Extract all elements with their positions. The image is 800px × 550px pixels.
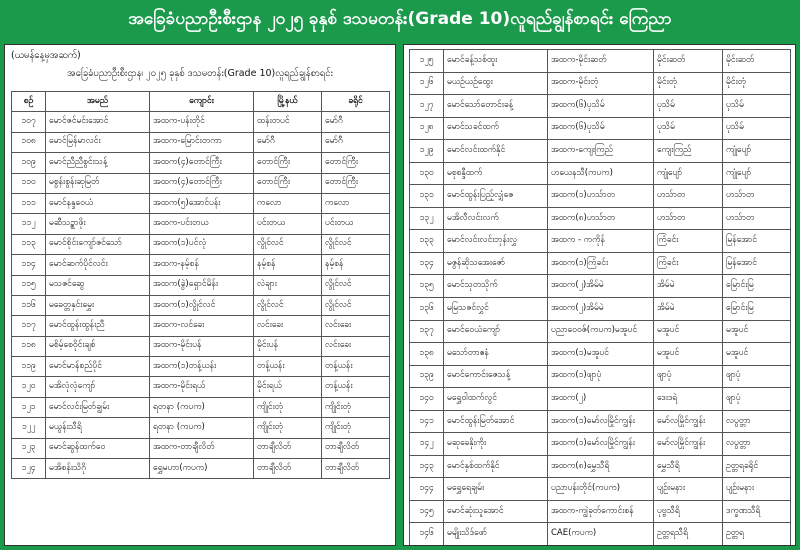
cell-district: တောင်ကြီး: [322, 173, 390, 193]
cell-district: မော်ဂီ: [322, 132, 390, 152]
cell-no: ၁၂၁: [12, 397, 46, 417]
table-row: [12, 357, 390, 377]
cell-no: ၁၂၄: [12, 459, 46, 479]
cell-district: တာချီလိတ်: [322, 459, 390, 479]
cell-township: လွိုင်လင်: [254, 234, 322, 254]
table-row: [410, 252, 791, 275]
cell-township: မအူပင်: [654, 320, 723, 343]
cell-name: မောင်ဆွန်ထက်ဝေ: [46, 438, 150, 458]
cell-name: မမြသဇင်လွှင်: [444, 298, 548, 321]
cell-no: ၁၂၅: [410, 50, 444, 73]
cell-no: ၁၁၂: [12, 214, 46, 234]
table-row: [12, 234, 390, 254]
cell-name: မဇွန်ဆိုသအေးဇော်: [444, 252, 548, 275]
header-district: ခရိုင်: [322, 92, 390, 112]
cell-township: ထန်းတပင်: [254, 112, 322, 132]
cell-district: ပုသိမ်: [723, 95, 791, 118]
table-row: [410, 388, 791, 411]
cell-name: မောင်ထွန်းပြည့်လျှံဇေ: [444, 185, 548, 208]
cell-township: မိုင်းဆတ်: [654, 50, 723, 73]
cell-name: မောင်စိုင်းကျော်ဇင်သော်: [46, 234, 150, 254]
continued-note: (ယမန်နေ့မှအဆက်): [11, 50, 81, 61]
cell-name: မအိလုံလုံကျော်: [46, 377, 150, 397]
cell-no: ၁၄၂: [410, 433, 444, 456]
cell-no: ၁၁၈: [12, 336, 46, 356]
cell-no: ၁၂၃: [12, 438, 46, 458]
cell-school: အထက(၄)တောင်ကြီး: [150, 153, 254, 173]
table-row: [410, 230, 791, 253]
cell-name: မသော်တာဧနံ: [444, 343, 548, 366]
cell-no: ၁၄၅: [410, 500, 444, 523]
cell-school: အထက-မိုင်းရယ်: [150, 377, 254, 397]
cell-name: မစုစန္ဒီထက်: [444, 162, 548, 185]
cell-township: မအူပင်: [654, 343, 723, 366]
table-row: [410, 455, 791, 478]
cell-district: ပျဉ်းမနား: [723, 478, 791, 501]
cell-township: ပျဉ်းမနား: [654, 478, 723, 501]
cell-name: မအိစန်းသိဂို: [46, 459, 150, 479]
right-panel: [403, 44, 796, 546]
cell-name: မောင်ထွန်းမြတ်အောင်: [444, 410, 548, 433]
cell-district: မအူပင်: [723, 343, 791, 366]
cell-district: တန့်ယန်း: [322, 377, 390, 397]
cell-school: အထက(၈)မွှေသီရိ: [548, 455, 654, 478]
cell-district: ကျုံပျော်: [723, 140, 791, 163]
table-row: [12, 316, 390, 336]
cell-district: လပွတ္တာ: [723, 410, 791, 433]
cell-name: မောင်ညီညီစွင်းသန့်: [46, 153, 150, 173]
cell-township: ကျိုင်းတုံ: [254, 418, 322, 438]
cell-township: ပင်းတယ: [254, 214, 322, 234]
cell-no: ၁၄၃: [410, 455, 444, 478]
cell-no: ၁၂၀: [12, 377, 46, 397]
table-row: [12, 193, 390, 213]
cell-district: တန့်ယန်း: [322, 357, 390, 377]
cell-district: တောင်ကြီး: [322, 153, 390, 173]
cell-no: ၁၂၂: [12, 418, 46, 438]
cell-school: အထက(၁)ဖျာပုံ: [548, 365, 654, 388]
cell-no: ၁၁၀: [12, 173, 46, 193]
cell-district: မိုင်းဆတ်: [723, 50, 791, 73]
cell-name: မောင်ကောင်းဇေသန့်: [444, 365, 548, 388]
cell-no: ၁၁၆: [12, 295, 46, 315]
cell-district: မြန်အောင်: [723, 230, 791, 253]
cell-school: အထက(၁)မအူပင်: [548, 343, 654, 366]
cell-no: ၁၃၄: [410, 252, 444, 275]
cell-no: ၁၃၅: [410, 275, 444, 298]
table-row: [410, 523, 791, 546]
cell-district: မြောင်းမြ: [723, 298, 791, 321]
cell-no: ၁၂၆: [410, 72, 444, 95]
cell-school: အထက(၆)ပုသိမ်: [548, 95, 654, 118]
cell-no: ၁၀၉: [12, 153, 46, 173]
cell-no: ၁၁၇: [12, 316, 46, 336]
table-row: [12, 397, 390, 417]
header-no: စဉ်: [12, 92, 46, 112]
results-table-left: [11, 91, 390, 479]
table-row: [410, 140, 791, 163]
cell-no: ၁၃၁: [410, 185, 444, 208]
table-row: [410, 343, 791, 366]
cell-school: အထက(၂)အိမ်မဲ: [548, 298, 654, 321]
header-school: ကျောင်း: [150, 92, 254, 112]
cell-township: တောင်ကြီး: [254, 153, 322, 173]
table-row: [12, 336, 390, 356]
cell-name: မောင်လင်းမြတ်ချွမ်း: [46, 397, 150, 417]
cell-name: မောင်လင်းထက်နိုင်: [444, 140, 548, 163]
table-row: [410, 433, 791, 456]
cell-name: မောင်ဝေယံကျော်: [444, 320, 548, 343]
cell-district: မြောင်းမြ: [723, 275, 791, 298]
cell-school: အထက(ခွဲ)ရှောင်မိန်း: [150, 275, 254, 295]
cell-school: ရတနာ (ကပက): [150, 418, 254, 438]
cell-no: ၁၀၇: [12, 112, 46, 132]
cell-district: နမ့်စန်: [322, 255, 390, 275]
banner-title: အခြေခံပညာဦးစီးဌာန ၂၀၂၅ ခုနှစ် ဒသမတန်း(Grade 10)လူရည်ချွန်စာရင်း ကြေညာ: [128, 8, 672, 29]
cell-school: အထက-မိုင်းဆတ်: [548, 50, 654, 73]
cell-township: ကြံခင်း: [654, 252, 723, 275]
cell-school: အထက-မိုင်းတုံ: [548, 72, 654, 95]
table-header-row: [12, 92, 390, 112]
cell-no: ၁၄၀: [410, 388, 444, 411]
cell-name: မောင်ခန့်သစ်ထူး: [444, 50, 548, 73]
cell-no: ၁၃၃: [410, 230, 444, 253]
cell-district: ကလော: [322, 193, 390, 213]
cell-township: အိမ်မဲ: [654, 275, 723, 298]
cell-name: မောင်မာန်စည်ပိုင်: [46, 357, 150, 377]
cell-school: အထက-ကျွဲခုတ်ကောင်းစန်: [548, 500, 654, 523]
cell-no: ၁၂၉: [410, 140, 444, 163]
cell-school: အထက-တာချီလိတ်: [150, 438, 254, 458]
cell-no: ၁၀၈: [12, 132, 46, 152]
cell-school: အထက(၁)ဟသ်ာတ: [548, 185, 654, 208]
cell-township: မော်လမြိုင်ကျွန်း: [654, 433, 723, 456]
cell-school: အထက(၂)အိမ်မဲ: [548, 275, 654, 298]
cell-township: မော်ဂီ: [254, 132, 322, 152]
cell-township: ကျုံပျော်: [654, 162, 723, 185]
cell-school: အထက-ပန်းတိုင်: [150, 112, 254, 132]
cell-school: အထက(၁)တန့်ယန်း: [150, 357, 254, 377]
cell-district: မိုင်းတုံ: [723, 72, 791, 95]
cell-school: အထက(၁)လွိုင်လင်: [150, 295, 254, 315]
cell-no: ၁၃၂: [410, 207, 444, 230]
table-row: [410, 185, 791, 208]
cell-name: မောင်ဇင်မင်းအောင်: [46, 112, 150, 132]
cell-district: လပွတ္တာ: [723, 433, 791, 456]
cell-township: ပုသိမ်: [654, 117, 723, 140]
cell-township: တာချီလိတ်: [254, 438, 322, 458]
cell-name: မောင်ဆက်ပိုင်လင်း: [46, 255, 150, 275]
table-row: [410, 298, 791, 321]
cell-name: မရွှေဝါထက်လွင်: [444, 388, 548, 411]
cell-township: ကျိုင်းတုံ: [254, 397, 322, 417]
table-row: [12, 153, 390, 173]
cell-district: ဟသ်ာတ: [723, 185, 791, 208]
cell-name: မောင်ဆုံးသူအောင်: [444, 500, 548, 523]
cell-no: ၁၂၈: [410, 117, 444, 140]
header-name: အမည်: [46, 92, 150, 112]
cell-name: မစွန်းစွန်းဆုမြတ်: [46, 173, 150, 193]
table-row: [12, 418, 390, 438]
cell-school: အထက(၁)ကြံခင်း: [548, 252, 654, 275]
cell-school: အထက-ကျေးကြည်: [548, 140, 654, 163]
left-panel: [4, 44, 396, 546]
cell-district: ပင်းတယ: [322, 214, 390, 234]
cell-no: ၁၄၄: [410, 478, 444, 501]
cell-name: မအိလီလင်းလက်: [444, 207, 548, 230]
cell-township: ဥတ္တရသီရိ: [654, 523, 723, 546]
cell-district: ဖျာပုံ: [723, 365, 791, 388]
cell-township: ကလော: [254, 193, 322, 213]
cell-district: ဟသ်ာတ: [723, 207, 791, 230]
cell-township: ဖျာပုံ: [654, 365, 723, 388]
cell-district: မအူပင်: [723, 320, 791, 343]
cell-district: ကျိုင်းတုံ: [322, 418, 390, 438]
cell-name: မောင်သော်တောင်းခန့်: [444, 95, 548, 118]
cell-township: လဲချား: [254, 275, 322, 295]
cell-district: ဒက္ခဏသီရိ: [723, 500, 791, 523]
cell-school: အထက(၅)အောင်ပန်း: [150, 193, 254, 213]
cell-township: ဟသ်ာတ: [654, 185, 723, 208]
cell-district: လွိုင်လင်: [322, 275, 390, 295]
cell-name: မောင်ထွန်းထွန်းညီ: [46, 316, 150, 336]
cell-district: ပုသိမ်: [723, 117, 791, 140]
cell-township: တာချီလိတ်: [254, 459, 322, 479]
cell-no: ၁၁၁: [12, 193, 46, 213]
cell-name: မရွှေရေချမ်း: [444, 478, 548, 501]
header-township: မြို့နယ်: [254, 92, 322, 112]
table-row: [410, 500, 791, 523]
cell-school: အထက(၄)တောင်ကြီး: [150, 173, 254, 193]
cell-township: တောင်ကြီး: [254, 173, 322, 193]
cell-district: ဥတ္တရ: [723, 523, 791, 546]
cell-school: ဟယေနသီ(ကပက): [548, 162, 654, 185]
cell-township: နမ့်စန်: [254, 255, 322, 275]
cell-school: CAE(ကပက): [548, 523, 654, 546]
cell-school: အထက-မိုင်းပန်: [150, 336, 254, 356]
cell-no: ၁၄၁: [410, 410, 444, 433]
cell-school: ပညာပန်းတိုင်(ကပက): [548, 478, 654, 501]
cell-township: မော်လမြိုင်ကျွန်း: [654, 410, 723, 433]
cell-district: လင်းခေး: [322, 336, 390, 356]
cell-township: ဟသ်ာတ: [654, 207, 723, 230]
cell-school: အထက(၈)ဟသ်ာတ: [548, 207, 654, 230]
cell-township: မိုင်းရယ်: [254, 377, 322, 397]
table-row: [410, 275, 791, 298]
table-row: [410, 50, 791, 73]
table-row: [12, 112, 390, 132]
table-row: [12, 295, 390, 315]
cell-district: လွိုင်လင်: [322, 295, 390, 315]
table-row: [12, 275, 390, 295]
table-row: [12, 255, 390, 275]
cell-no: ၁၁၃: [12, 234, 46, 254]
cell-no: ၁၃၇: [410, 320, 444, 343]
cell-school: အထက(၁)ပင်လုံ: [150, 234, 254, 254]
table-row: [12, 132, 390, 152]
cell-township: မိုင်းတုံ: [654, 72, 723, 95]
cell-name: မဆီသဉ္စာဖိုး: [46, 214, 150, 234]
cell-no: ၁၃၀: [410, 162, 444, 185]
cell-no: ၁၁၅: [12, 275, 46, 295]
cell-township: တန့်ယန်း: [254, 357, 322, 377]
cell-name: မောင်လင်းလင်းဘုန်းလွှ: [444, 230, 548, 253]
cell-school: အထက-နမ့်စန်: [150, 255, 254, 275]
table-row: [12, 459, 390, 479]
cell-school: အထက(၆)ပုသိမ်: [548, 117, 654, 140]
table-row: [410, 162, 791, 185]
cell-township: ပုသိမ်: [654, 95, 723, 118]
cell-name: မခေတ္တနှင်းမွှေး: [46, 295, 150, 315]
cell-school: ပညာဝေဝဇ်(ကပက)မအူပင်: [548, 320, 654, 343]
table-row: [12, 377, 390, 397]
cell-no: ၁၄၆: [410, 523, 444, 546]
cell-school: ရတနာ (ကပက): [150, 397, 254, 417]
cell-township: ကြံခင်း: [654, 230, 723, 253]
cell-school: အထက - ကကိုန်: [548, 230, 654, 253]
cell-no: ၁၃၈: [410, 343, 444, 366]
cell-district: လွိုင်လင်: [322, 234, 390, 254]
cell-district: မြန်အောင်: [723, 252, 791, 275]
table-row: [12, 214, 390, 234]
cell-township: ပုဗ္ဗသီရိ: [654, 500, 723, 523]
table-row: [410, 72, 791, 95]
cell-district: လင်းခေး: [322, 316, 390, 336]
results-table-right: [409, 49, 791, 546]
cell-district: ဖျာပုံ: [723, 388, 791, 411]
cell-no: ၁၁၄: [12, 255, 46, 275]
cell-township: မိုင်းပန်: [254, 336, 322, 356]
cell-school: အထက-မြောင်းတကာ: [150, 132, 254, 152]
table-row: [12, 173, 390, 193]
cell-no: ၁၃၉: [410, 365, 444, 388]
table-row: [410, 365, 791, 388]
cell-name: မမျိုးသိဒ်ဖော်: [444, 523, 548, 546]
table-row: [410, 320, 791, 343]
announcement-banner: [0, 0, 800, 40]
cell-school: ရွှေမဟာ(ကပက): [150, 459, 254, 479]
cell-school: အထက-လင်ခေး: [150, 316, 254, 336]
cell-township: အိမ်မဲ: [654, 298, 723, 321]
cell-district: ကျုံပျော်: [723, 162, 791, 185]
cell-no: ၁၂၇: [410, 95, 444, 118]
table-row: [410, 95, 791, 118]
cell-name: မယွန်းသီရိ: [46, 418, 150, 438]
cell-district: မော်ဂီ: [322, 112, 390, 132]
cell-school: အထက(၁)မော်လမြိုင်ကျွန်း: [548, 433, 654, 456]
table-row: [12, 438, 390, 458]
cell-name: မောင်မြန်မာလင်း: [46, 132, 150, 152]
table-row: [410, 478, 791, 501]
cell-school: အထက(၂): [548, 388, 654, 411]
cell-name: မောင်နန္ဒဝေယံ: [46, 193, 150, 213]
cell-name: မဆုခေနိုးကိုး: [444, 433, 548, 456]
cell-township: လင်းခေး: [254, 316, 322, 336]
cell-district: တာချီလိတ်: [322, 438, 390, 458]
cell-district: ကျိုင်းတုံ: [322, 397, 390, 417]
cell-name: မောင်သခင်ထက်: [444, 117, 548, 140]
cell-township: လွိုင်လင်: [254, 295, 322, 315]
cell-name: မသဇင်ဆွေ: [46, 275, 150, 295]
cell-name: မစိမ့်စေဝိုင်းချစ်: [46, 336, 150, 356]
cell-no: ၁၃၆: [410, 298, 444, 321]
list-subtitle: အခြေခံပညာဦးစီးဌာန၊ ၂၀၂၅ ခုနှစ် ဒသမတန်း(Grade 10)လူရည်ချွန်စာရင်း: [67, 68, 333, 79]
table-row: [410, 117, 791, 140]
cell-school: အထက-ပင်းတယ: [150, 214, 254, 234]
cell-district: ဥတ္တရခရိုင်: [723, 455, 791, 478]
cell-name: မယဉ်ယဉ်ထွေး: [444, 72, 548, 95]
table-row: [410, 207, 791, 230]
cell-name: မောင်သုတသိုက်: [444, 275, 548, 298]
table-row: [410, 410, 791, 433]
cell-township: ကျေးကြည်: [654, 140, 723, 163]
cell-name: မောင်နှစ်ထက်နိုင်: [444, 455, 548, 478]
cell-no: ၁၁၉: [12, 357, 46, 377]
cell-township: ဒေးဒရဲ: [654, 388, 723, 411]
cell-school: အထက(၁)မော်လမြိုင်ကျွန်း: [548, 410, 654, 433]
cell-township: မွှေသီရိ: [654, 455, 723, 478]
